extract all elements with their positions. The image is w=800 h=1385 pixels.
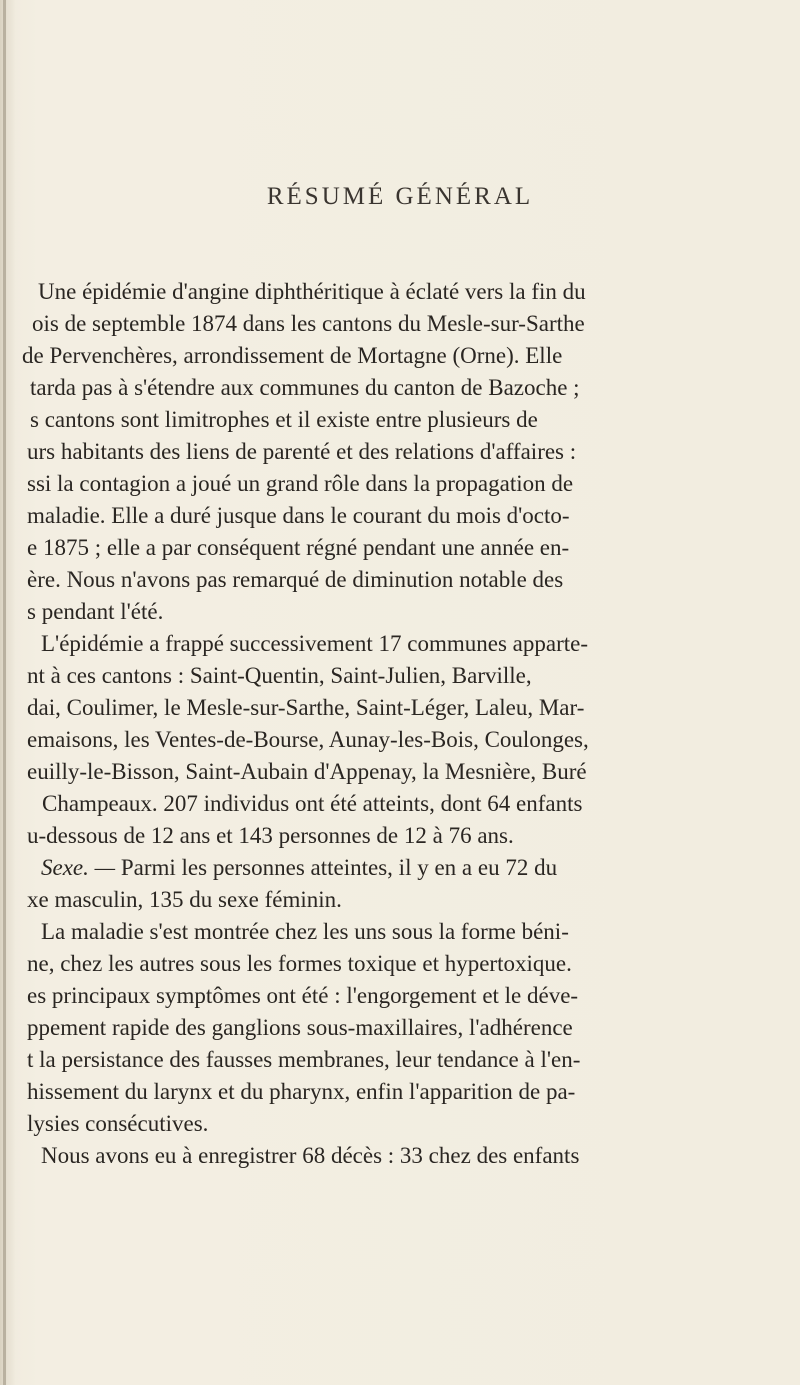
text-line-11: s pendant l'été.	[27, 599, 164, 624]
text-line-27: lysies consécutives.	[27, 1111, 209, 1136]
text-line-26: hissement du larynx et du pharynx, enfin l'apparition de pa-	[27, 1079, 576, 1104]
text-line-19	[41, 854, 557, 882]
text-line-5: s cantons sont limitrophes et il existe entre plusieurs de	[30, 407, 538, 432]
text-line-22: ne, chez les autres sous les formes toxique et hypertoxique.	[27, 951, 572, 976]
text-line-16: euilly-le-Bisson, Saint-Aubain d'Appenay, la Mesnière, Buré	[27, 759, 587, 784]
text-line-14: dai, Coulimer, le Mesle-sur-Sarthe, Saint-Léger, Laleu, Mar-	[27, 695, 585, 720]
text-line-7: ssi la contagion a joué un grand rôle dans la propagation de	[27, 471, 574, 496]
text-line-20: xe masculin, 135 du sexe féminin.	[27, 887, 342, 912]
text-line-1: Une épidémie d'angine diphthéritique à éclaté vers la fin du	[38, 279, 586, 304]
text-line-25: t la persistance des fausses membranes, leur tendance à l'en-	[27, 1047, 581, 1072]
text-line-12: L'épidémie a frappé successivement 17 communes apparte-	[41, 631, 588, 656]
page-title: RÉSUMÉ GÉNÉRAL	[266, 183, 534, 210]
text-line-6: urs habitants des liens de parenté et des relations d'affaires :	[27, 439, 577, 464]
text-line-4: tarda pas à s'étendre aux communes du canton de Bazoche ;	[30, 375, 580, 400]
text-line-24: ppement rapide des ganglions sous-maxillaires, l'adhérence	[27, 1015, 573, 1040]
text-line-9: e 1875 ; elle a par conséquent régné pendant une année en-	[27, 535, 570, 560]
text-line-23: es principaux symptômes ont été : l'engorgement et le déve-	[27, 983, 579, 1008]
text-line-18: u-dessous de 12 ans et 143 personnes de 12 à 76 ans.	[27, 823, 514, 848]
text-line-28: Nous avons eu à enregistrer 68 décès : 33 chez des enfants	[41, 1143, 580, 1168]
text-line-17: Champeaux. 207 individus ont été atteints, dont 64 enfants	[42, 791, 583, 816]
text-line-13: nt à ces cantons : Saint-Quentin, Saint-Julien, Barville,	[27, 663, 532, 688]
text-line-3: de Pervenchères, arrondissement de Mortagne (Orne). Elle	[22, 343, 563, 368]
sexe-text: Parmi les personnes atteintes, il y en a eu 72 du	[120, 855, 558, 880]
text-line-10: ère. Nous n'avons pas remarqué de diminution notable des	[27, 567, 564, 592]
sexe-label: Sexe. —	[41, 855, 116, 880]
text-line-21: La maladie s'est montrée chez les uns sous la forme béni-	[41, 919, 569, 944]
text-line-2: ois de septemble 1874 dans les cantons du Mesle-sur-Sarthe	[32, 311, 585, 336]
text-line-15: emaisons, les Ventes-de-Bourse, Aunay-les-Bois, Coulonges,	[27, 727, 589, 752]
text-line-8: maladie. Elle a duré jusque dans le courant du mois d'octo-	[27, 503, 570, 528]
